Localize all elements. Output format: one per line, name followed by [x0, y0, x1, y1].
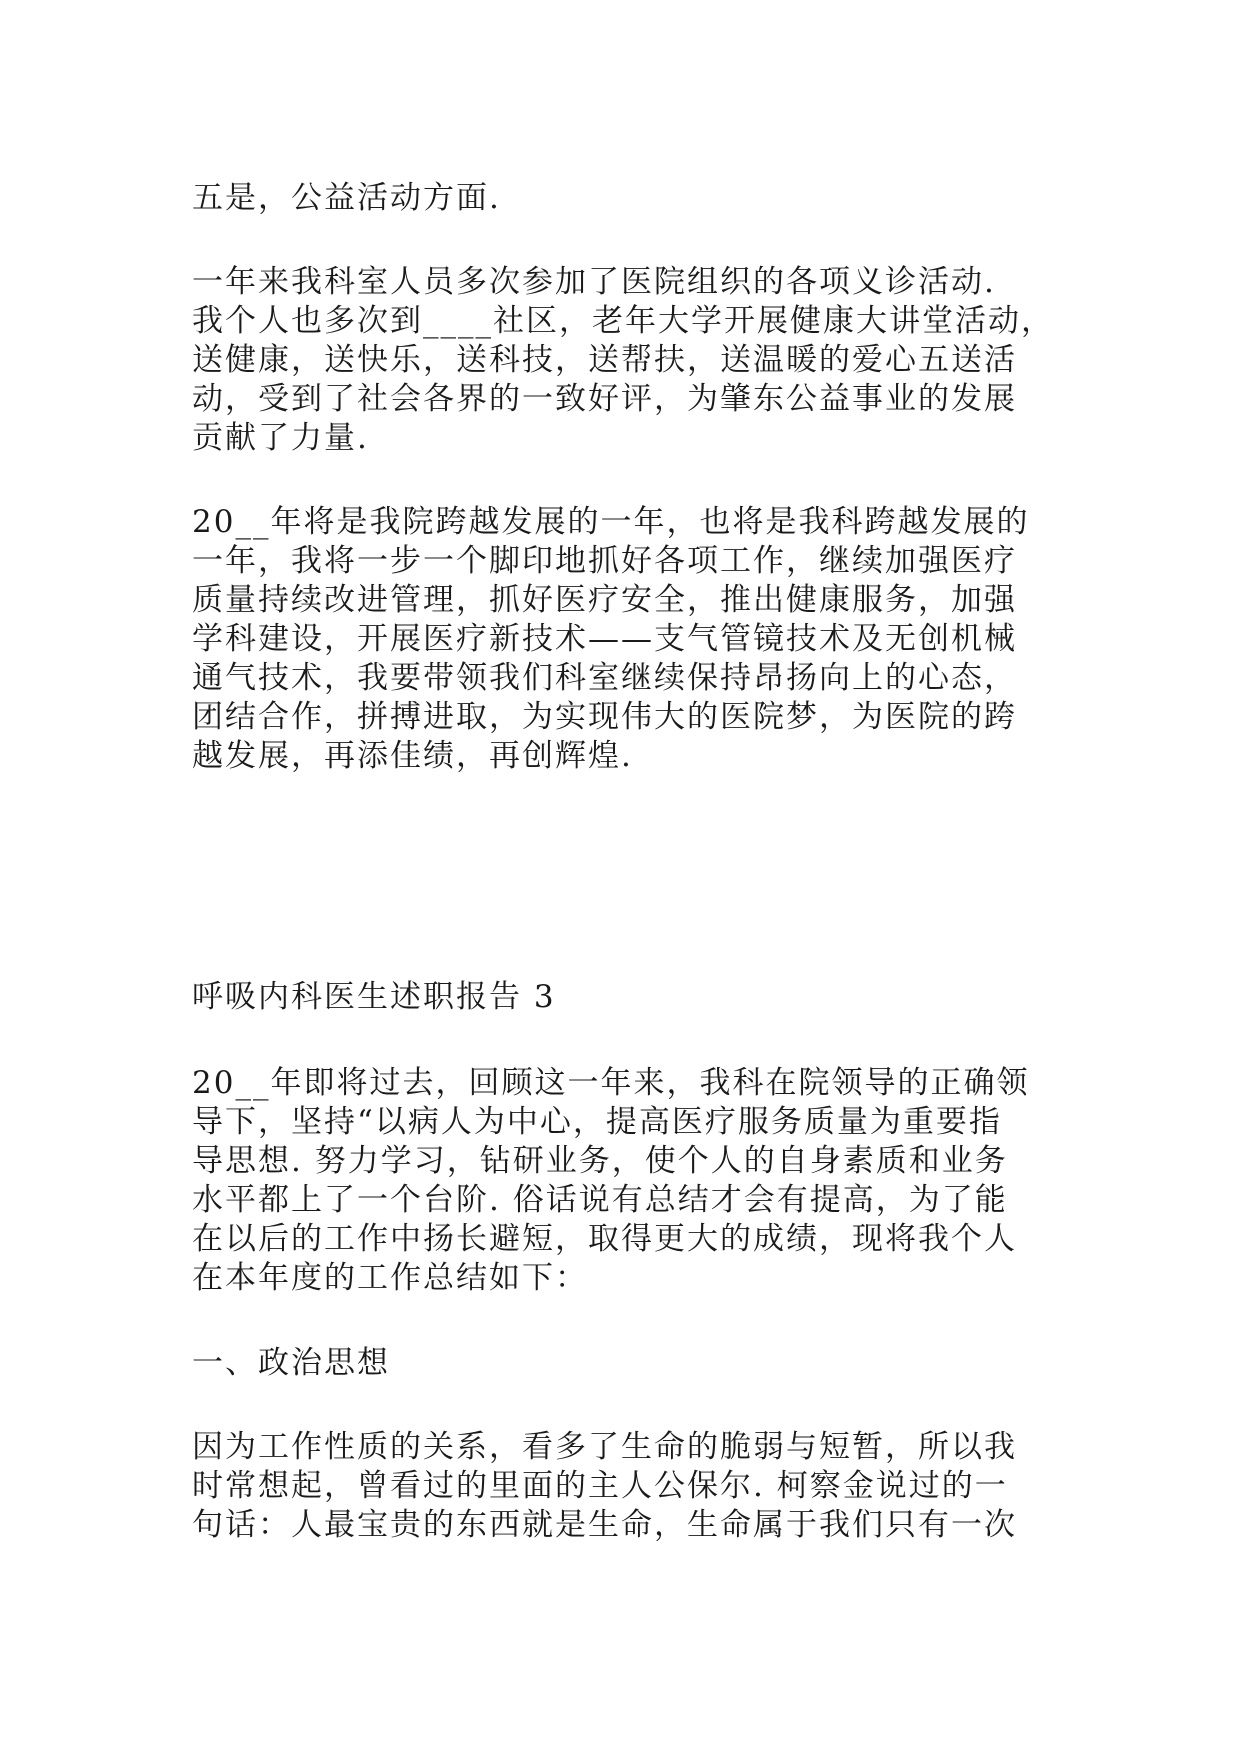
text-line: 水平都上了一个台阶. 俗话说有总结才会有提高，为了能	[192, 1182, 1008, 1218]
text-line: 贡献了力量.	[192, 420, 369, 456]
text-line: 在以后的工作中扬长避短，取得更大的成绩，现将我个人	[192, 1221, 1017, 1257]
text-line: 在本年度的工作总结如下：	[192, 1260, 588, 1296]
text-line: 导下，坚持“以病人为中心，提高医疗服务质量为重要指	[192, 1104, 1002, 1140]
text-line: 一年，我将一步一个脚印地抓好各项工作，继续加强医疗	[192, 543, 1017, 579]
text-line: 时常想起，曾看过的里面的主人公保尔. 柯察金说过的一	[192, 1468, 1008, 1504]
subsection-heading: 一、政治思想	[192, 1345, 390, 1381]
text-line: 送健康，送快乐，送科技，送帮扶，送温暖的爱心五送活	[192, 342, 1017, 378]
paragraph-heading: 五是，公益活动方面.	[192, 180, 501, 216]
text-line: 导思想. 努力学习，钻研业务，使个人的自身素质和业务	[192, 1143, 1008, 1179]
text-line: 20__年即将过去，回顾这一年来，我科在院领导的正确领	[192, 1065, 1030, 1101]
text-line: 越发展，再添佳绩，再创辉煌.	[192, 738, 633, 774]
text-line: 我个人也多次到____社区，老年大学开展健康大讲堂活动，	[192, 303, 1054, 339]
text-line: 质量持续改进管理，抓好医疗安全，推出健康服务，加强	[192, 582, 1017, 618]
text-line: 20__年将是我院跨越发展的一年，也将是我科跨越发展的	[192, 504, 1030, 540]
text-line: 动，受到了社会各界的一致好评，为肇东公益事业的发展	[192, 381, 1017, 417]
text-line: 因为工作性质的关系，看多了生命的脆弱与短暂，所以我	[192, 1429, 1017, 1465]
text-line: 一年来我科室人员多次参加了医院组织的各项义诊活动.	[192, 264, 996, 300]
section-title: 呼吸内科医生述职报告 3	[192, 979, 556, 1015]
text-line: 通气技术，我要带领我们科室继续保持昂扬向上的心态，	[192, 660, 1017, 696]
text-line: 句话：人最宝贵的东西就是生命，生命属于我们只有一次	[192, 1507, 1017, 1543]
text-line: 团结合作，拼搏进取，为实现伟大的医院梦，为医院的跨	[192, 699, 1017, 735]
text-line: 学科建设，开展医疗新技术——支气管镜技术及无创机械	[192, 621, 1017, 657]
